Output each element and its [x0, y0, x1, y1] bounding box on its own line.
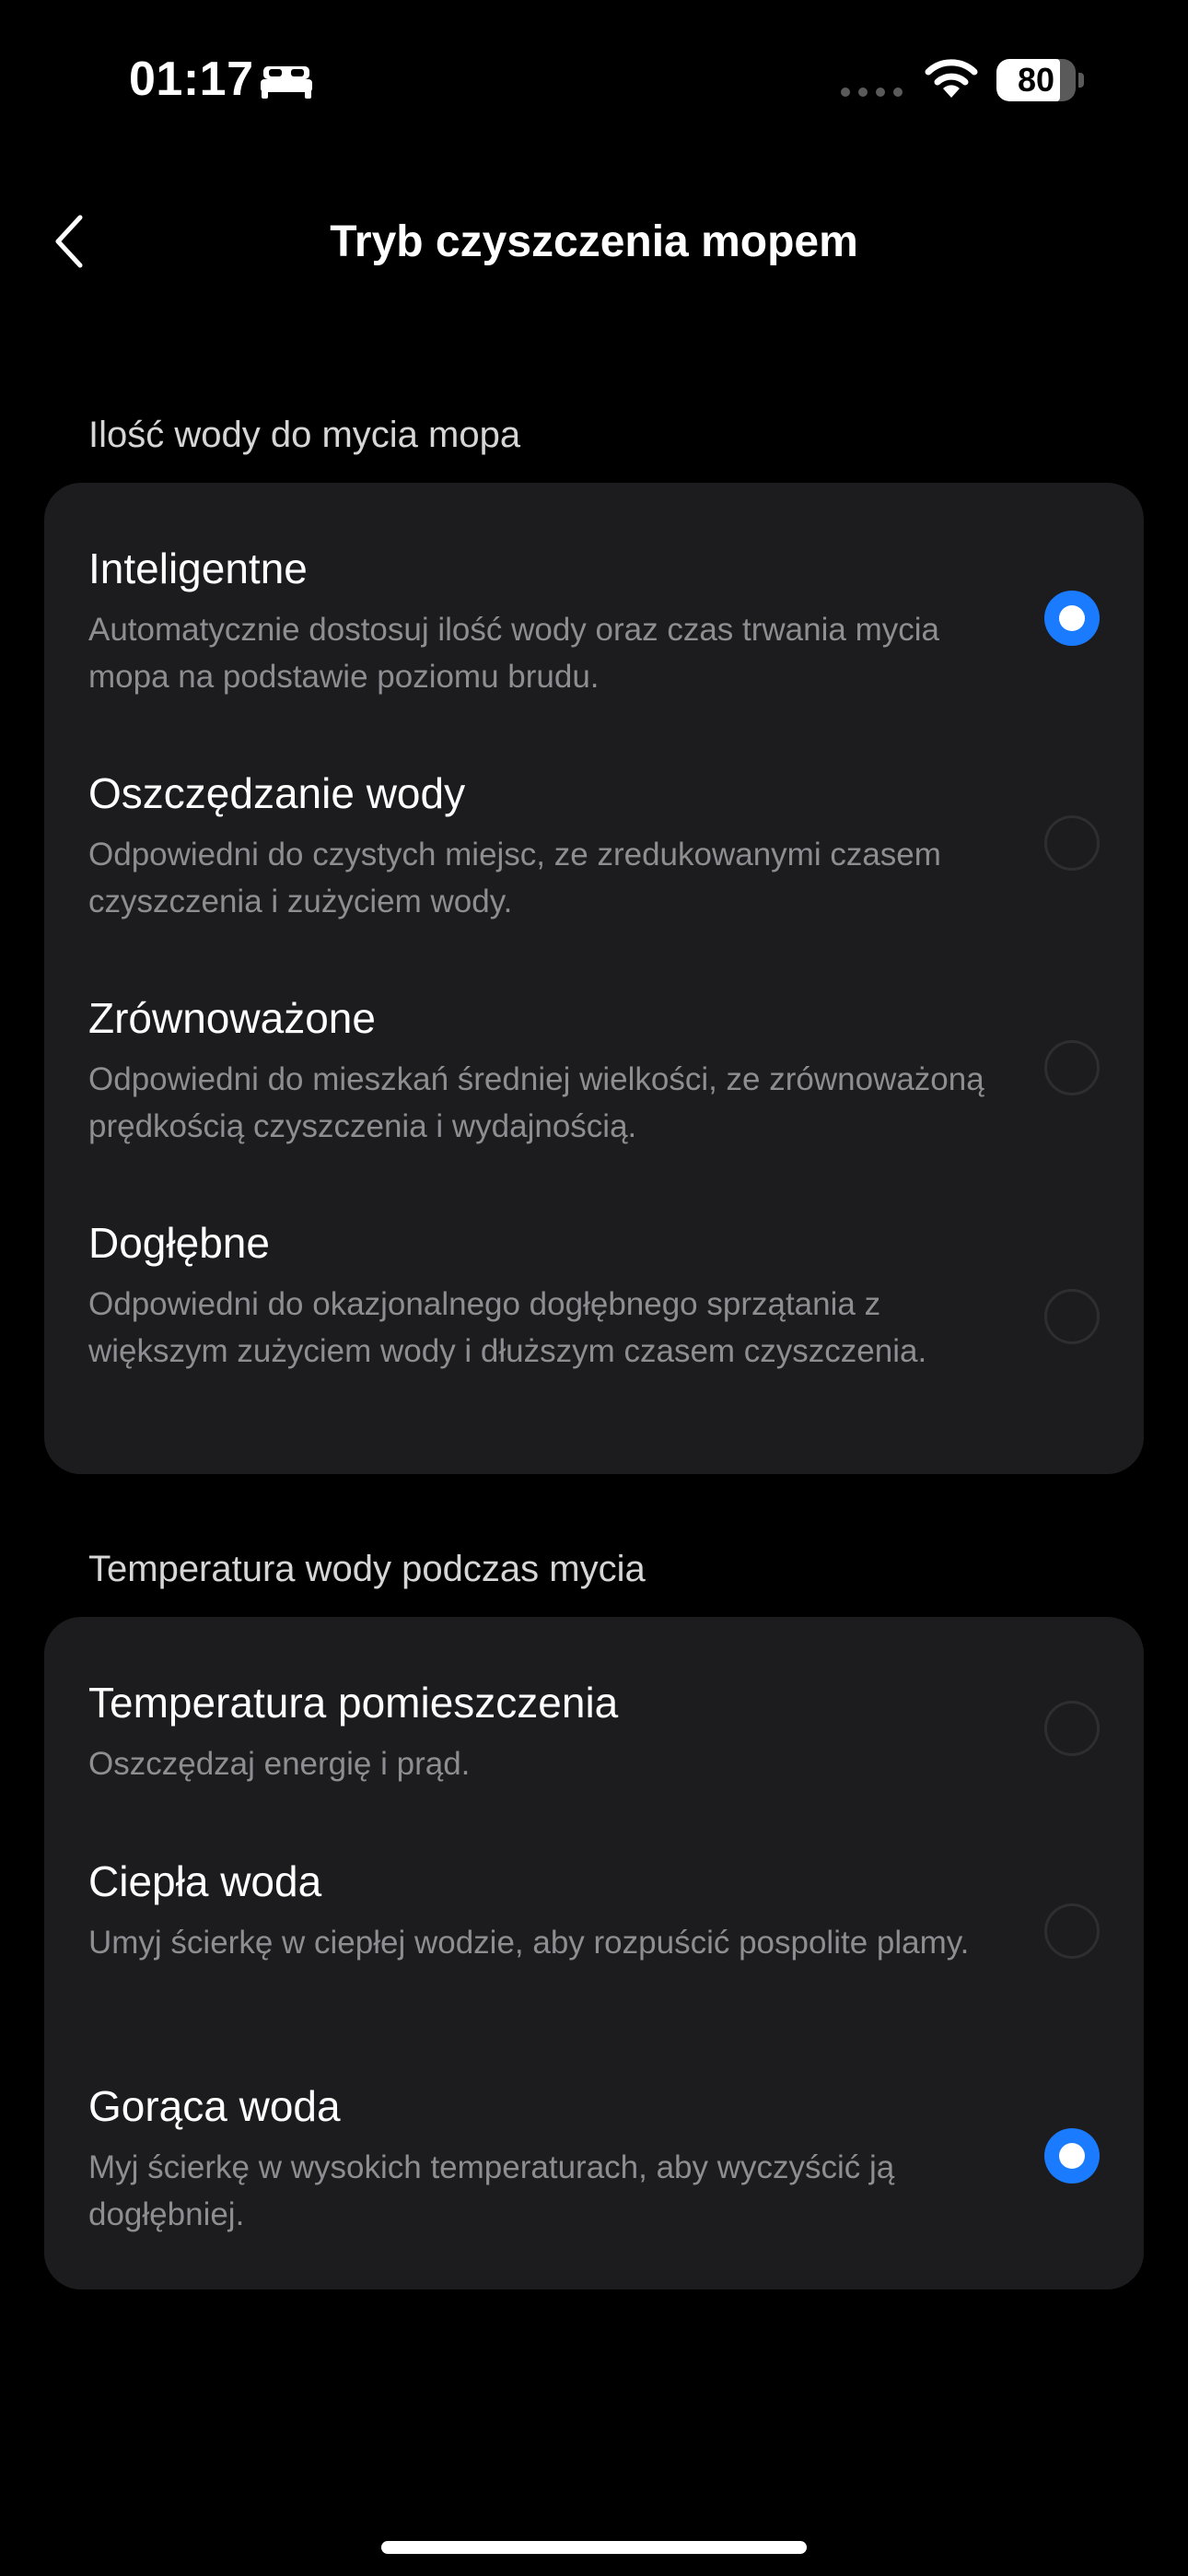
option-title: Ciepła woda: [88, 1857, 322, 1905]
page-title: Tryb czyszczenia mopem: [330, 217, 858, 266]
option-oszczedzanie-wody[interactable]: [44, 708, 1144, 932]
option-description: Automatycznie dostosuj ilość wody oraz czas trwania mycia mopa na podstawie poziomu brudu.: [88, 612, 939, 695]
status-bar: [0, 0, 1188, 157]
radio-button[interactable]: [1044, 815, 1100, 871]
option-title: Temperatura pomieszczenia: [88, 1679, 619, 1727]
option-description: Myj ścierkę w wysokich temperaturach, aby wyczyścić ją dogłębniej.: [88, 2149, 895, 2232]
option-ciepla-woda[interactable]: [44, 1796, 1144, 2020]
option-title: Dogłębne: [88, 1219, 270, 1267]
radio-button[interactable]: [1044, 1289, 1100, 1344]
option-description: Odpowiedni do czystych miejsc, ze zredukowanymi czasem czyszczenia i zużyciem wody.: [88, 837, 941, 919]
option-title: Oszczędzanie wody: [88, 769, 466, 817]
wifi-icon: [923, 57, 980, 100]
option-title: Inteligentne: [88, 544, 308, 592]
battery-icon: [996, 59, 1085, 101]
option-title: Gorąca woda: [88, 2082, 341, 2130]
battery-level: 80: [1017, 61, 1055, 99]
cellular-dots-icon: [840, 87, 904, 98]
water-amount-section-label: Ilość wody do mycia mopa: [88, 415, 521, 455]
radio-button[interactable]: [1044, 1040, 1100, 1095]
option-description: Oszczędzaj energię i prąd.: [88, 1746, 471, 1782]
radio-button[interactable]: [1044, 1701, 1100, 1756]
battery-tip: [1078, 73, 1084, 88]
chevron-left-icon: [51, 212, 87, 271]
option-description: Odpowiedni do okazjonalnego dogłębnego sprzątania z większym zużyciem wody i dłuższym czasem czyszczenia.: [88, 1286, 927, 1369]
option-description: Umyj ścierkę w ciepłej wodzie, aby rozpuścić pospolite plamy.: [88, 1925, 970, 1961]
home-indicator[interactable]: [381, 2541, 807, 2554]
option-title: Zrównoważone: [88, 994, 376, 1042]
sleep-bed-icon: [260, 63, 313, 100]
option-doglebne[interactable]: [44, 1157, 1144, 1474]
radio-button[interactable]: [1044, 1903, 1100, 1959]
battery-body: [996, 59, 1076, 101]
water-temperature-section-label: Temperatura wody podczas mycia: [88, 1549, 646, 1589]
water-temperature-card: [44, 1617, 1144, 2289]
option-description: Odpowiedni do mieszkań średniej wielkości, ze zrównoważoną prędkością czyszczenia i wydajnością.: [88, 1061, 984, 1144]
option-temperatura-pomieszczenia[interactable]: [44, 1617, 1144, 1792]
option-zrownowazone[interactable]: [44, 932, 1144, 1157]
radio-button[interactable]: [1044, 591, 1100, 646]
radio-button[interactable]: [1044, 2128, 1100, 2184]
status-time: 01:17: [129, 53, 254, 106]
option-goraca-woda[interactable]: [44, 2020, 1144, 2289]
water-amount-card: [44, 483, 1144, 1474]
option-inteligentne[interactable]: [44, 483, 1144, 708]
back-button[interactable]: [37, 205, 101, 278]
